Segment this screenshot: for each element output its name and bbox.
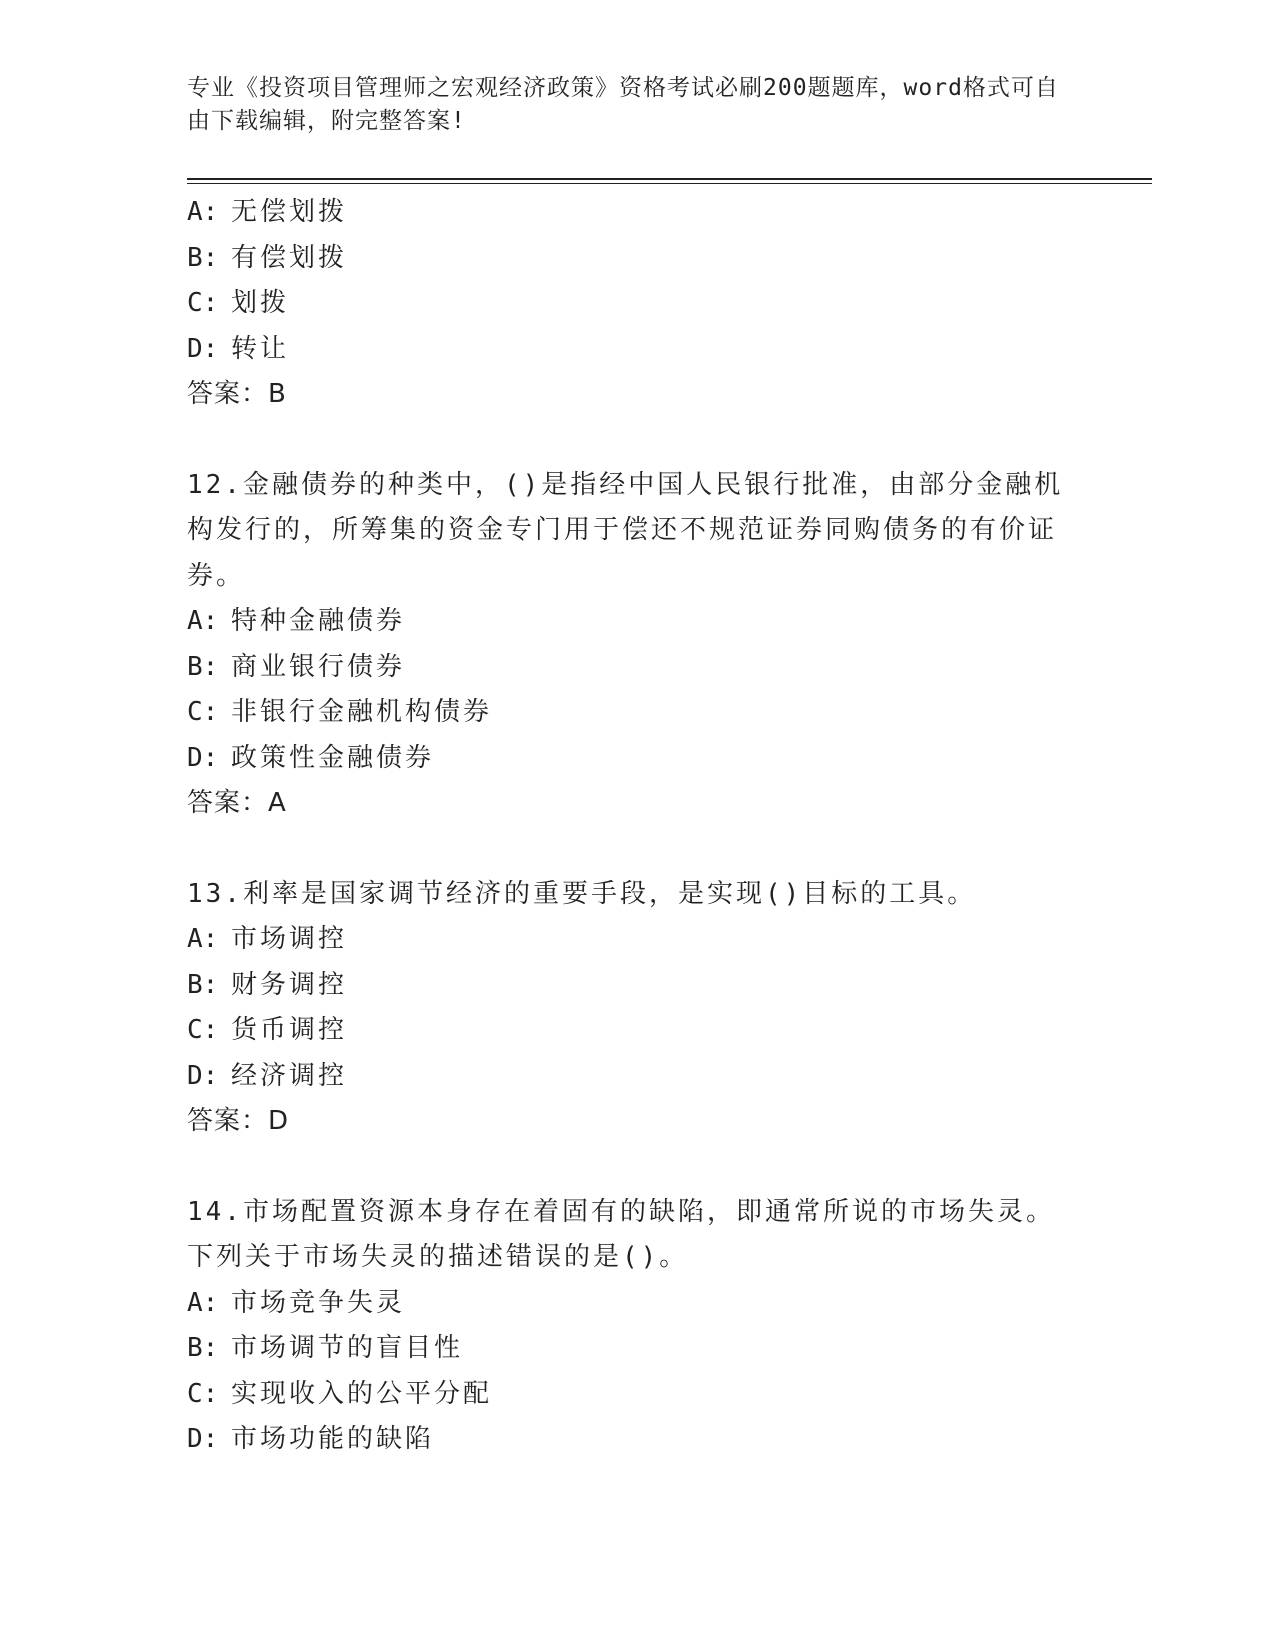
answer-line: 答案：A (187, 788, 287, 818)
option-a: A: 市场竞争失灵 (187, 1287, 406, 1318)
question-12 (187, 463, 1067, 827)
option-b: B: 商业银行债券 (187, 651, 406, 682)
question-text: 13.利率是国家调节经济的重要手段，是实现()目标的工具。 (187, 878, 977, 909)
option-d: D: 转让 (187, 333, 290, 364)
option-a: A: 市场调控 (187, 924, 348, 954)
option-d: D: 政策性金融债券 (187, 742, 435, 773)
question-14 (187, 1190, 1067, 1463)
option-b: B: 市场调节的盲目性 (187, 1333, 464, 1363)
option-c: C: 划拨 (187, 288, 290, 318)
question-text: 12.金融债券的种类中，()是指经中国人民银行批准，由部分金融机构发行的，所筹集的资金专门用于偿还不规范证券同购债务的有价证券。 (187, 469, 1064, 591)
header-divider-thick (187, 178, 1152, 180)
answer-line: 答案：B (187, 379, 287, 409)
question-list (187, 190, 1067, 1463)
page-header (187, 72, 1067, 138)
option-a: A: 无偿划拨 (187, 197, 348, 227)
question-13 (187, 872, 1067, 1145)
option-b: B: 财务调控 (187, 969, 348, 1000)
option-b: B: 有偿划拨 (187, 242, 348, 273)
option-d: D: 经济调控 (187, 1060, 348, 1091)
option-d: D: 市场功能的缺陷 (187, 1424, 435, 1454)
option-c: C: 货币调控 (187, 1015, 348, 1045)
option-c: C: 非银行金融机构债券 (187, 697, 493, 727)
question-text: 14.市场配置资源本身存在着固有的缺陷，即通常所说的市场失灵。下列关于市场失灵的描述错误的是()。 (187, 1196, 1055, 1272)
document-title: 专业《投资项目管理师之宏观经济政策》资格考试必刷200题题库，word格式可自由下载编辑，附完整答案! (187, 75, 1059, 134)
header-divider-thin (187, 183, 1152, 184)
question-11 (187, 190, 1067, 418)
option-c: C: 实现收入的公平分配 (187, 1378, 493, 1409)
option-a: A: 特种金融债券 (187, 606, 406, 636)
answer-line: 答案：D (187, 1106, 290, 1136)
